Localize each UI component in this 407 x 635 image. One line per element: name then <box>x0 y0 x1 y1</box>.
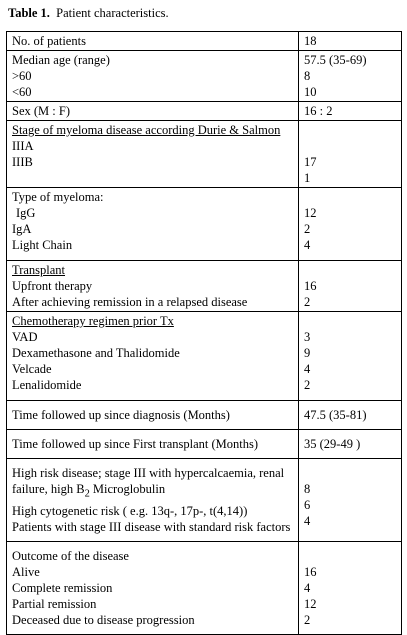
row-value: 16 2 <box>299 261 402 312</box>
row-label: Time followed up since diagnosis (Months) <box>7 401 299 430</box>
section-heading: Outcome of the disease <box>12 548 129 563</box>
section-heading: Stage of myeloma disease according Durie & Salmon <box>12 123 281 137</box>
table-row <box>7 459 402 542</box>
row-label: Time followed up since First transplant (Months) <box>7 430 299 459</box>
table-row <box>7 51 402 102</box>
row-value: 16 : 2 <box>299 102 402 121</box>
section-heading: Transplant <box>12 263 66 277</box>
row-value: 3 9 4 2 <box>299 312 402 401</box>
table-number: Table 1. <box>8 6 50 20</box>
row-label: Stage of myeloma disease according Durie & Salmon IIIA IIIB <box>7 121 299 188</box>
table-title: Patient characteristics. <box>56 6 169 20</box>
patient-characteristics-table <box>6 31 402 635</box>
row-value: 57.5 (35-69) 8 10 <box>299 51 402 102</box>
row-value: 17 1 <box>299 121 402 188</box>
row-value: 35 (29-49 ) <box>299 430 402 459</box>
table-row <box>7 121 402 188</box>
table-row <box>7 430 402 459</box>
row-value: 18 <box>299 32 402 51</box>
row-label: Type of myeloma: IgG IgA Light Chain <box>7 188 299 261</box>
row-label: Median age (range) >60 <60 <box>7 51 299 102</box>
row-label: Transplant Upfront therapy After achieving remission in a relapsed disease <box>7 261 299 312</box>
table-row <box>7 32 402 51</box>
table-row <box>7 312 402 401</box>
table-row <box>7 102 402 121</box>
row-value: 16 4 12 2 <box>299 541 402 634</box>
row-value: 47.5 (35-81) <box>299 401 402 430</box>
section-heading: Type of myeloma: <box>12 190 104 204</box>
row-label: Outcome of the disease Alive Complete remission Partial remission Deceased due to disease progression <box>7 541 299 634</box>
row-value: 12 2 4 <box>299 188 402 261</box>
row-value: 8 6 4 <box>299 459 402 542</box>
table-row <box>7 188 402 261</box>
table-row <box>7 261 402 312</box>
row-label: High risk disease; stage III with hypercalcaemia, renal failure, high $B_2$ Microglobulin High cytogenetic risk ( e.g. 13q-, 17p-, t(4,14)) Patients with stage III disease with standard risk factors <box>7 459 299 542</box>
table-row <box>7 401 402 430</box>
table-row <box>7 541 402 634</box>
table-caption <box>8 5 169 21</box>
row-label: No. of patients <box>7 32 299 51</box>
row-label: Chemotherapy regimen prior Tx VAD Dexamethasone and Thalidomide Velcade Lenalidomide <box>7 312 299 401</box>
row-label: Sex (M : F) <box>7 102 299 121</box>
section-heading: Chemotherapy regimen prior Tx <box>12 314 174 328</box>
